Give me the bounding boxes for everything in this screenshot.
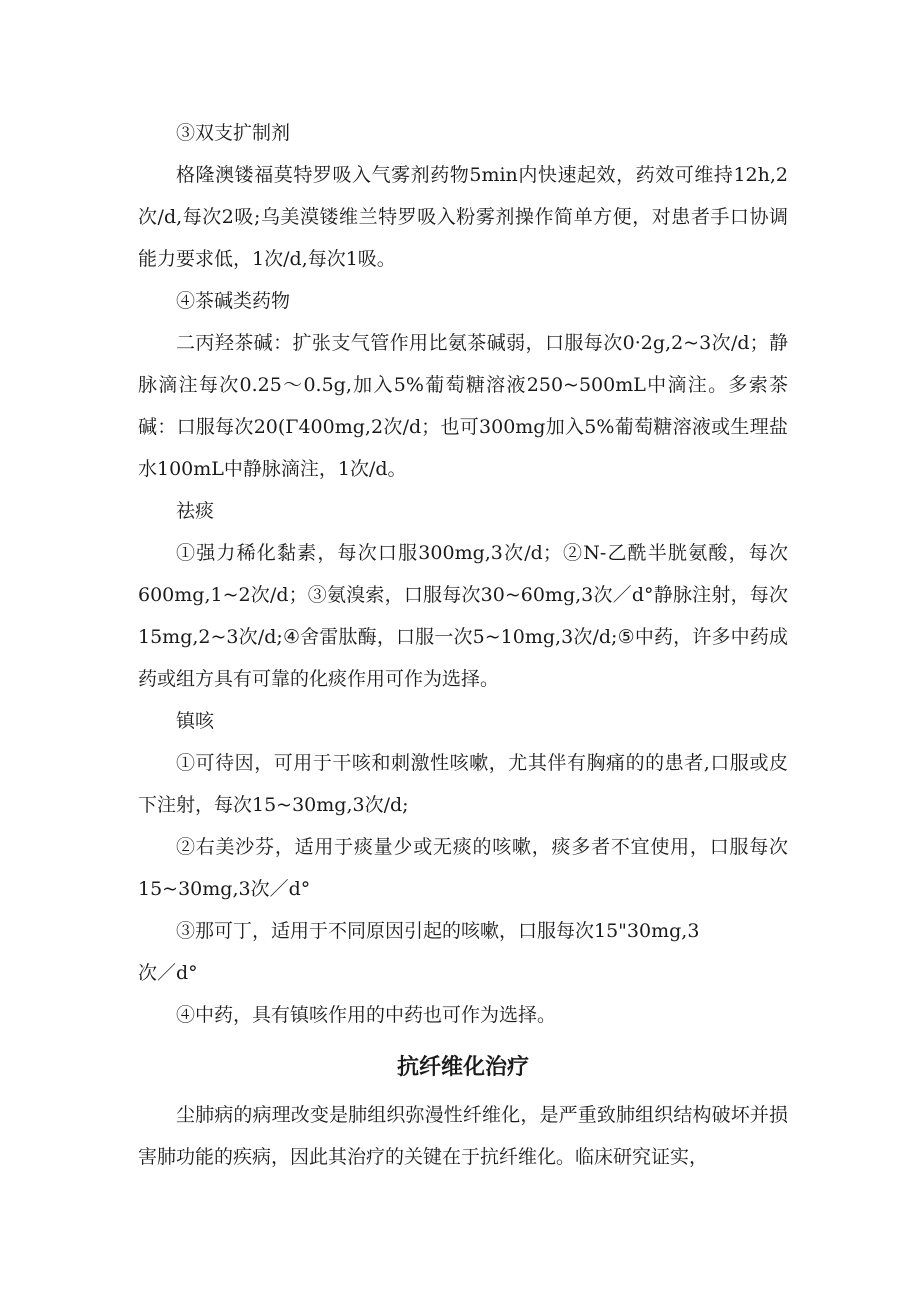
subheading-expectorant: 祛痰 (176, 500, 215, 522)
paragraph-antifibrosis: 尘肺病的病理改变是肺组织弥漫性纤维化，是严重致肺组织结构破坏并损害肺功能的疾病，因此其治疗的关键在于抗纤维化。临床研究证实， (138, 1104, 788, 1168)
paragraph-dual-bronchodilator: 格隆澳镂福莫特罗吸入气雾剂药物5min内快速起效，药效可维持12h,2次/d,每次2吸;乌美漠镂维兰特罗吸入粉雾剂操作简单方便，对患者手口协调能力要求低，1次/d,每次1吸。 (138, 164, 788, 270)
section-heading-antifibrosis: 抗纤维化治疗 (396, 1055, 529, 1080)
paragraph-noscapine-continued: 次／d° (138, 962, 198, 984)
document-body (138, 112, 788, 1178)
paragraph-codeine: ①可待因，可用于干咳和刺激性咳嗽，尤其伴有胸痛的的患者,口服或皮下注射，每次15~30mg,3次/d; (138, 752, 788, 816)
subheading-theophylline: ④茶碱类药物 (176, 290, 291, 312)
paragraph-dextromethorphan: ②右美沙芬，适用于痰量少或无痰的咳嗽，痰多者不宜使用，口服每次15~30mg,3次／d° (138, 836, 788, 900)
paragraph-noscapine: ③那可丁，适用于不同原因引起的咳嗽，口服每次15"30mg,3 (176, 920, 700, 942)
paragraph-expectorant: ①强力稀化黏素，每次口服300mg,3次/d；②N-乙酰半胱氨酸，每次600mg,1~2次/d；③氨溴索，口服每次30~60mg,3次／d°静脉注射，每次15mg,2~3次/d;④舍雷肽酶，口服一次5~10mg,3次/d;⑤中药，许多中药成药或组方具有可靠的化痰作用可作为选择。 (138, 542, 788, 690)
subheading-dual-bronchodilator: ③双支扩制剂 (176, 122, 291, 144)
paragraph-theophylline: 二丙羟茶碱：扩张支气管作用比氨茶碱弱，口服每次0·2g,2~3次/d；静脉滴注每次0.25～0.5g,加入5%葡萄糖溶液250~500mL中滴注。多索茶碱：口服每次20(Γ400mg,2次/d；也可300mg加入5%葡萄糖溶液或生理盐水100mL中静脉滴注，1次/d。 (138, 332, 788, 480)
subheading-antitussive: 镇咳 (176, 710, 215, 732)
paragraph-chinese-medicine: ④中药，具有镇咳作用的中药也可作为选择。 (176, 1004, 557, 1026)
